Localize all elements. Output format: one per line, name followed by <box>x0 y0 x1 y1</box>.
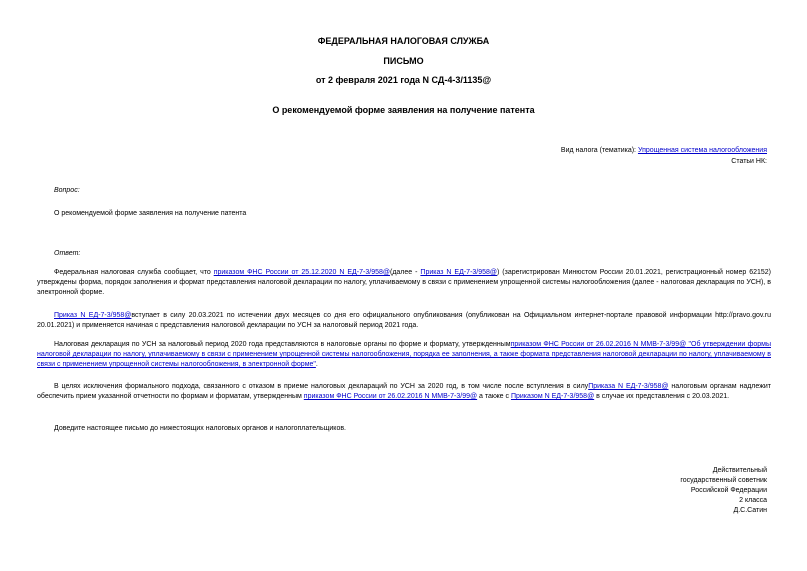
signature-block <box>680 466 767 516</box>
paragraph-text: (далее - <box>389 269 421 276</box>
paragraph-text: а также с <box>477 393 511 400</box>
document-type: ПИСЬМО <box>383 56 424 66</box>
document-subject: О рекомендуемой форме заявления на получение патента <box>272 105 535 115</box>
paragraph-text: Доведите настоящее письмо до нижестоящих налоговых органов и налогоплательщиков. <box>54 425 346 432</box>
order-958-short-link[interactable]: Приказ N ЕД-7-3/958@ <box>420 269 498 276</box>
signature-rank-line: государственный советник <box>680 477 767 484</box>
order-958-short-link[interactable]: Приказом N ЕД-7-3/958@ <box>510 393 595 400</box>
articles-meta: Статьи НК: <box>731 158 767 165</box>
signature-rank-line: Действительный <box>712 467 767 474</box>
answer-paragraph-2 <box>37 311 771 331</box>
signature-rank-line: 2 класса <box>739 497 767 504</box>
question-label: Вопрос: <box>54 187 80 194</box>
question-text: О рекомендуемой форме заявления на получение патента <box>54 210 247 217</box>
answer-paragraph-5 <box>37 424 771 434</box>
paragraph-text: налоговым органам надлежит обеспечить прием указанной отчетности по формам и форматам, утвержденным <box>37 383 771 400</box>
paragraph-text: Федеральная налоговая служба сообщает, что <box>54 269 214 276</box>
paragraph-text: в случае их представления с 20.03.2021. <box>594 393 730 400</box>
paragraph-text: ) (зарегистрирован Минюстом России 20.01.2021, регистрационный номер 62152) утверждены форма, порядок заполнения и формат представления налоговой декларации по налогу, уплачиваемому в связи с применением упрощенной системы налогообложения (далее - налоговая декларация по УСН), в электронной форме. <box>37 269 772 296</box>
tax-type-link[interactable]: Упрощенная система налогообложения <box>637 147 767 154</box>
signatory-name: Д.С.Сатин <box>733 507 767 514</box>
tax-type-label: Вид налога (тематика): <box>560 147 636 154</box>
paragraph-text: В целях исключения формального подхода, связанного с отказом в приеме налоговых деклараций по УСН за 2020 год, в том числе после вступления в силу <box>54 383 589 390</box>
order-958-link[interactable]: приказом ФНС России от 25.12.2020 N ЕД-7-3/958@ <box>213 269 390 276</box>
order-958-short-link[interactable]: Приказа N ЕД-7-3/958@ <box>588 383 669 390</box>
document-date-number: от 2 февраля 2021 года N СД-4-3/1135@ <box>315 75 492 85</box>
tax-type-meta <box>561 146 767 156</box>
answer-paragraph-4 <box>37 382 771 402</box>
answer-paragraph-3 <box>37 340 771 370</box>
order-99-link[interactable]: приказом ФНС России от 26.02.2016 N ММВ-7-3/99@ <box>510 341 687 348</box>
answer-paragraph-1 <box>37 268 771 298</box>
order-958-short-link[interactable]: Приказ N ЕД-7-3/958@ <box>54 312 132 319</box>
signature-rank-line: Российской Федерации <box>690 487 767 494</box>
paragraph-text: . <box>315 361 318 368</box>
paragraph-text: вступает в силу 20.03.2021 по истечении двух месяцев со дня его официального опубликования (опубликован на Официальном интернет-портале правовой информации http://pravo.gov.ru 20.01.2021) и применяется начиная с представления налоговой декларации по УСН за налоговый период 2021 года. <box>37 312 771 329</box>
order-99-link[interactable]: приказом ФНС России от 26.02.2016 N ММВ-7-3/99@ <box>303 393 478 400</box>
answer-label: Ответ: <box>54 250 81 257</box>
order-99-title-link[interactable]: "Об утверждении формы налоговой декларации по налогу, уплачиваемому в связи с применением упрощенной системы налогообложения, порядка ее заполнения, а также формата представления налоговой декларации по налогу, уплачиваемому в связи с применением упрощенной системы налогообложения, в электронной форме" <box>37 341 771 368</box>
agency-title: ФЕДЕРАЛЬНАЯ НАЛОГОВАЯ СЛУЖБА <box>317 36 490 46</box>
paragraph-text: Налоговая декларация по УСН за налоговый период 2020 года представляются в налоговые органы по форме и формату, утвержденным <box>54 341 511 348</box>
